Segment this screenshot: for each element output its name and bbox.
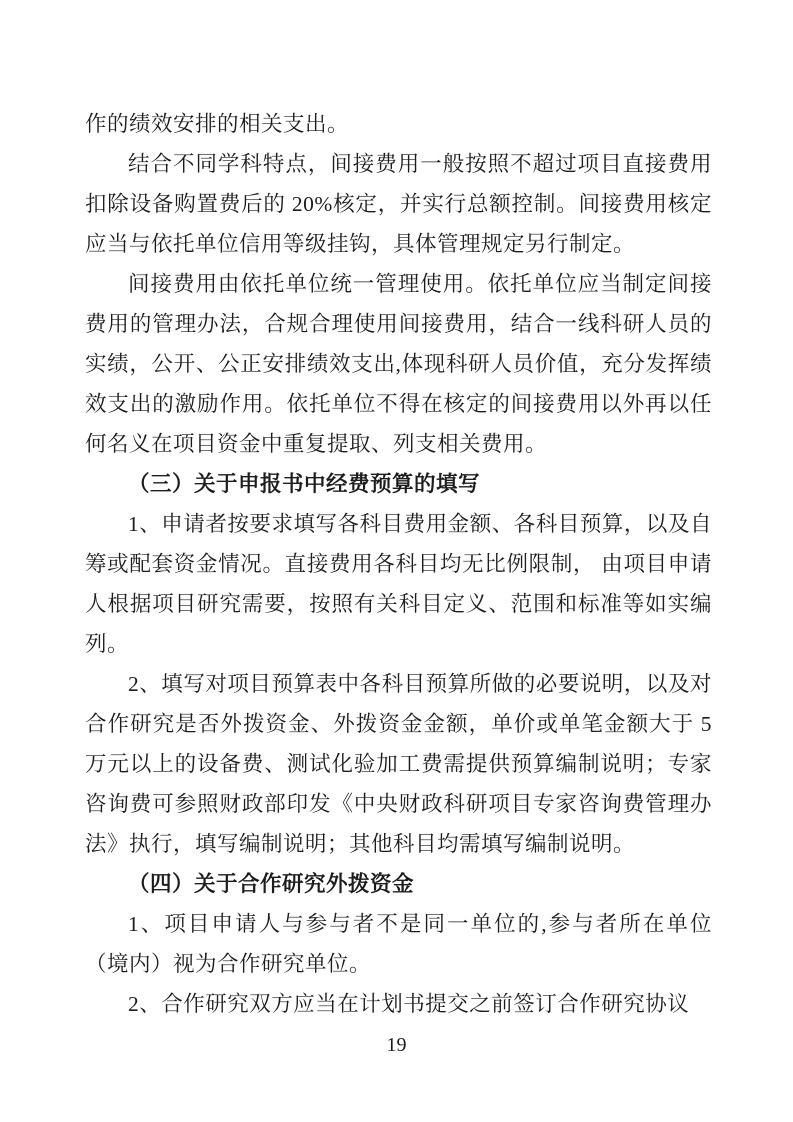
page-number: 19 (386, 1034, 407, 1056)
paragraph-indirect-cost-rate: 结合不同学科特点，间接费用一般按照不超过项目直接费用扣除设备购置费后的 20%核定，并实行总额控制。间接费用核定应当与依托单位信用等级挂钩，具体管理规定另行制定。 (85, 152, 712, 256)
page-content (85, 104, 712, 1024)
paragraph-cooperation-item-1: 1、项目申请人与参与者不是同一单位的,参与者所在单位（境内）视为合作研究单位。 (85, 912, 712, 976)
paragraph-cooperation-item-2: 2、合作研究双方应当在计划书提交之前签订合作研究协议 (128, 992, 690, 1016)
paragraph-budget-item-1: 1、申请者按要求填写各科目费用金额、各科目预算，以及自筹或配套资金情况。直接费用各科目均无比例限制， 由项目申请人根据项目研究需要，按照有关科目定义、范围和标准等如实编列。 (85, 512, 712, 656)
section-heading-cooperative-funds: （四）关于合作研究外拨资金 (128, 872, 415, 896)
section-heading-budget-filling: （三）关于申报书中经费预算的填写 (128, 472, 481, 496)
paragraph-indirect-cost-management: 间接费用由依托单位统一管理使用。依托单位应当制定间接费用的管理办法，合规合理使用间接费用，结合一线科研人员的实绩，公开、公正安排绩效支出,体现科研人员价值，充分发挥绩效支出的激励作用。依托单位不得在核定的间接费用以外再以任何名义在项目资金中重复提取、列支相关费用。 (85, 272, 712, 456)
paragraph-budget-item-2: 2、填写对项目预算表中各科目预算所做的必要说明，以及对合作研究是否外拨资金、外拨资金金额，单价或单笔金额大于 5万元以上的设备费、测试化验加工费需提供预算编制说明；专家咨询费可参照财政部印发《中央财政科研项目专家咨询费管理办法》执行，填写编制说明；其他科目均需填写编制说明。 (85, 672, 712, 856)
paragraph-continuation: 作的绩效安排的相关支出。 (85, 112, 350, 136)
